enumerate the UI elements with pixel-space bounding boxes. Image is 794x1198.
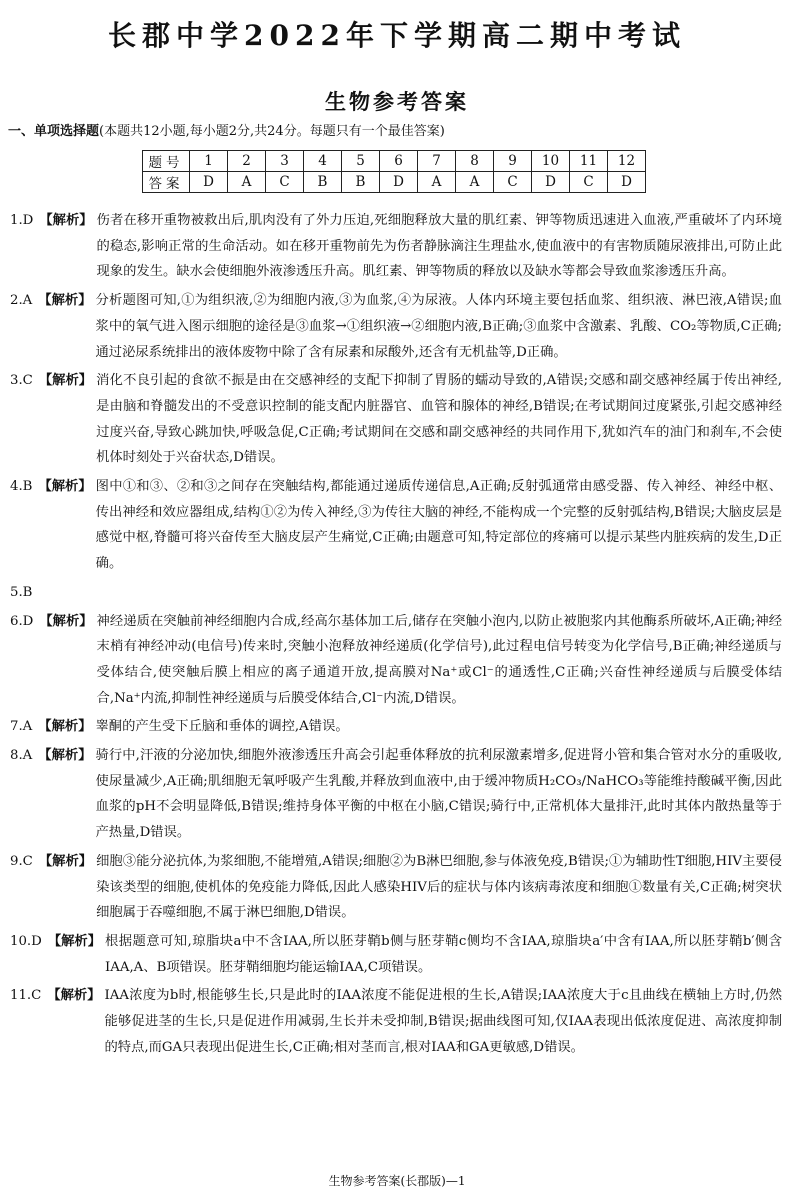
analysis-tag: 【 解析 】 bbox=[32, 719, 91, 734]
answer-table-number-cell: 1 bbox=[190, 151, 228, 172]
explanation-text: 细胞③能分泌抗体,为浆细胞,不能增殖,A错误;细胞②为B淋巴细胞,参与体液免疫,B错误;①为辅助性T细胞,HIV主要侵染该类型的细胞,使机体的免疫能力降低,因此人感染HIV后的症状与体内该病毒浓度和细胞①数量有关,C正确;树突状细胞属于吞噬细胞,不属于淋巴细胞,D错误。 bbox=[96, 853, 782, 921]
question-answer-number: 3.C【 解析 】 bbox=[10, 368, 96, 471]
explanation-text: 图中①和③、②和③之间存在突触结构,都能通过递质传递信息,A正确;反射弧通常由感受器、传入神经、神经中枢、传出神经和效应器组成,结构①②为传入神经,③为传往大脑的神经,不能构成一个完整的反射弧结构,B错误;大脑皮层是感觉中枢,脊髓可将兴奋传至大脑皮层产生痛觉,C正确;由题意可知,特定部位的疼痛可以提示某些内脏疾病的发生,D正确。 bbox=[95, 479, 782, 572]
answer-table-number-row bbox=[143, 151, 646, 172]
answer-table-row-label: 答案 bbox=[143, 172, 190, 193]
answer-table bbox=[142, 150, 646, 193]
answer-table-answer-cell: D bbox=[380, 172, 418, 193]
answer-table-answer-row bbox=[143, 172, 646, 193]
question-answer-number: 2.A【 解析 】 bbox=[10, 288, 95, 365]
answer-table-answer-cell: A bbox=[418, 172, 456, 193]
question-answer-number: 9.C【 解析 】 bbox=[10, 849, 96, 926]
explanation-item bbox=[10, 609, 782, 712]
explanation-item bbox=[10, 368, 782, 471]
question-answer-number: 1.D【 解析 】 bbox=[10, 208, 97, 285]
explanation-item bbox=[10, 288, 782, 365]
answer-table-answer-cell: D bbox=[532, 172, 570, 193]
answer-table-answer-cell: A bbox=[456, 172, 494, 193]
answer-table-answer-cell: C bbox=[266, 172, 304, 193]
explanation-item bbox=[10, 929, 782, 980]
answer-table-answer-cell: B bbox=[304, 172, 342, 193]
answer-table-number-cell: 7 bbox=[418, 151, 456, 172]
explanation-text: 睾酮的产生受下丘脑和垂体的调控,A错误。 bbox=[95, 719, 349, 735]
explanation-text: 消化不良引起的食欲不振是由在交感神经的支配下抑制了胃肠的蠕动导致的,A错误;交感和副交感神经属于传出神经,是由脑和脊髓发出的不受意识控制的能支配内脏器官、血管和腺体的神经,B错误;在考试期间过度紧张,引起交感神经过度兴奋,导致心跳加快,呼吸急促,C正确;考试期间在交感和副交感神经的共同作用下,犹如汽车的油门和刹车,不会使机体时刻处于兴奋状态,D错误。 bbox=[96, 373, 782, 466]
analysis-tag: 【 解析 】 bbox=[33, 854, 92, 869]
analysis-tag: 【 解析 】 bbox=[32, 479, 91, 494]
explanation-text: 骑行中,汗液的分泌加快,细胞外液渗透压升高会引起垂体释放的抗利尿激素增多,促进肾小管和集合管对水分的重吸收,使尿量减少,A正确;肌细胞无氧呼吸产生乳酸,并释放到血液中,由于缓冲物质H₂CO₃/NaHCO₃等能维持酸碱平衡,因此血浆的pH不会明显降低,B错误;维持身体平衡的中枢在小脑,C错误;骑行中,正常机体大量排汗,此时其体内散热量等于产热量,D错误。 bbox=[95, 748, 782, 841]
explanation-item bbox=[10, 849, 782, 926]
analysis-tag: 【 解析 】 bbox=[33, 614, 92, 629]
answer-table-answer-cell: B bbox=[342, 172, 380, 193]
analysis-tag: 【 解析 】 bbox=[33, 373, 92, 388]
explanation-text: IAA浓度为b时,根能够生长,只是此时的IAA浓度不能促进根的生长,A错误;IAA浓度大于c且曲线在横轴上方时,仍然能够促进茎的生长,只是促进作用减弱,生长并未受抑制,B错误;据曲线图可知,仅IAA表现出低浓度促进、高浓度抑制的特点,而GA只表现出促进生长,C正确;相对茎而言,根对IAA和GA更敏感,D错误。 bbox=[104, 988, 782, 1055]
explanation-item bbox=[10, 743, 782, 846]
answer-table-number-cell: 6 bbox=[380, 151, 418, 172]
answer-table-number-cell: 4 bbox=[304, 151, 342, 172]
explanation-text: 根据题意可知,琼脂块a中不含IAA,所以胚芽鞘b侧与胚芽鞘c侧均不含IAA,琼脂块a′中含有IAA,所以胚芽鞘b′侧含IAA,A、B项错误。胚芽鞘细胞均能运输IAA,C项错误。 bbox=[105, 933, 782, 975]
answer-table-number-cell: 3 bbox=[266, 151, 304, 172]
question-answer-number: 5.B bbox=[10, 584, 33, 600]
explanation-item bbox=[10, 208, 782, 285]
analysis-tag: 【 解析 】 bbox=[32, 293, 91, 308]
answer-table-answer-cell: D bbox=[190, 172, 228, 193]
answer-table-number-cell: 9 bbox=[494, 151, 532, 172]
answer-table-answer-cell: C bbox=[494, 172, 532, 193]
section-heading-label: 一、单项选择题 bbox=[8, 124, 100, 139]
explanation-item bbox=[10, 983, 782, 1060]
question-answer-number: 6.D【 解析 】 bbox=[10, 609, 97, 712]
explanation-item bbox=[10, 714, 782, 740]
explanation-list bbox=[10, 208, 782, 1064]
answer-table-number-cell: 2 bbox=[228, 151, 266, 172]
explanation-text: 伤者在移开重物被救出后,肌肉没有了外力压迫,死细胞释放大量的肌红素、钾等物质迅速进入血液,严重破坏了内环境的稳态,影响正常的生命活动。如在移开重物前先为伤者静脉滴注生理盐水,使血液中的有害物质随尿液排出,可防止此现象的发生。缺水会使细胞外液渗透压升高。肌红素、钾等物质的释放以及缺水等都会导致血浆渗透压升高。 bbox=[96, 213, 782, 280]
page-title: 长郡中学2022年下学期高二期中考试 bbox=[108, 19, 686, 52]
answer-table-number-cell: 12 bbox=[608, 151, 646, 172]
analysis-tag: 【 解析 】 bbox=[32, 748, 91, 763]
analysis-tag: 【 解析 】 bbox=[33, 213, 92, 228]
explanation-item bbox=[10, 474, 782, 577]
answer-table-answer-cell: C bbox=[570, 172, 608, 193]
question-answer-number: 10.D【 解析 】 bbox=[10, 929, 105, 980]
question-answer-number: 4.B【 解析 】 bbox=[10, 474, 96, 577]
answer-table-number-cell: 5 bbox=[342, 151, 380, 172]
answer-table-number-cell: 10 bbox=[532, 151, 570, 172]
explanation-text: 神经递质在突触前神经细胞内合成,经高尔基体加工后,储存在突触小泡内,以防止被胞浆内其他酶系所破坏,A正确;神经末梢有神经冲动(电信号)传来时,突触小泡释放神经递质(化学信号),此过程电信号转变为化学信号,B正确;神经递质与受体结合,使突触后膜上相应的离子通道开放,提高膜对Na⁺或Cl⁻的通透性,C正确;兴奋性神经递质与后膜受体结合,Na⁺内流,抑制性神经递质与后膜受体结合,Cl⁻内流,D错误。 bbox=[96, 613, 782, 706]
explanation-text: 分析题图可知,①为组织液,②为细胞内液,③为血浆,④为尿液。人体内环境主要包括血浆、组织液、淋巴液,A错误;血浆中的氧气进入图示细胞的途径是③血浆→①组织液→②细胞内液,B正确;③血浆中含激素、乳酸、CO₂等物质,C正确;通过泌尿系统排出的液体废物中除了含有尿素和尿酸外,还含有无机盐等,D正确。 bbox=[95, 293, 782, 360]
answer-table-answer-cell: D bbox=[608, 172, 646, 193]
page-footer: 生物参考答案(长郡版)—1 bbox=[328, 1174, 466, 1188]
answer-table-number-cell: 8 bbox=[456, 151, 494, 172]
section-heading-note: (本题共12小题,每小题2分,共24分。每题只有一个最佳答案) bbox=[99, 124, 445, 139]
answer-table-answer-cell: A bbox=[228, 172, 266, 193]
section-heading bbox=[8, 120, 445, 139]
page-subtitle: 生物参考答案 bbox=[325, 89, 469, 114]
explanation-item bbox=[10, 580, 782, 606]
answer-table-number-cell: 11 bbox=[570, 151, 608, 172]
question-answer-number: 7.A【 解析 】 bbox=[10, 714, 95, 740]
question-answer-number: 11.C【 解析 】 bbox=[10, 983, 105, 1060]
analysis-tag: 【 解析 】 bbox=[42, 934, 101, 949]
question-answer-number: 8.A【 解析 】 bbox=[10, 743, 95, 846]
answer-table-row-label: 题号 bbox=[143, 151, 190, 172]
analysis-tag: 【 解析 】 bbox=[41, 988, 100, 1003]
